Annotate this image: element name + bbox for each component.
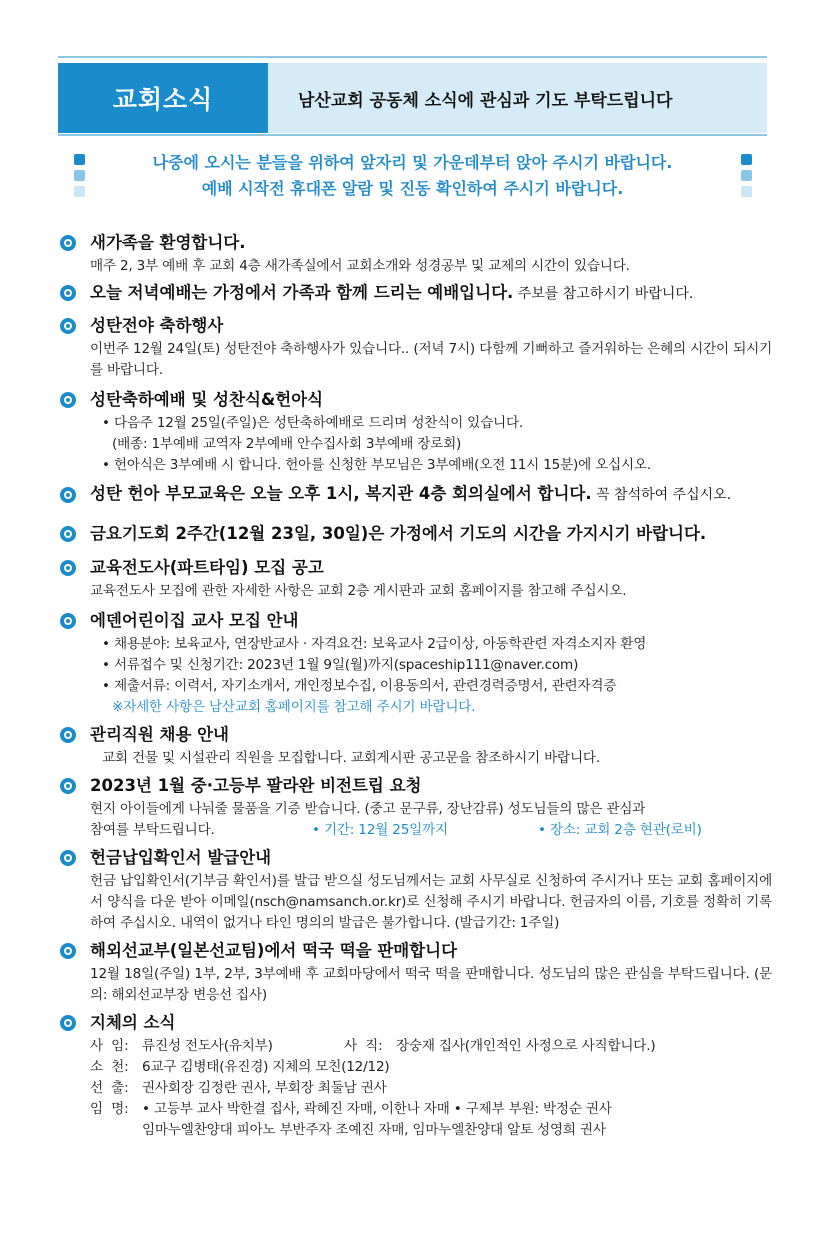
notice-box [58, 146, 767, 206]
item-title: 성탄 헌아 부모교육은 오늘 오후 1시, 복지관 4층 회의실에서 합니다. 꼭 참석하여 주십시오. [90, 484, 732, 503]
bullet-icon [60, 778, 76, 794]
item-body: 매주 2, 3부 예배 후 교회 4층 새가족실에서 교회소개와 성경공부 및 교제의 시간이 있습니다. [90, 258, 630, 274]
item-title: 2023년 1월 중·고등부 팔라완 비전트립 요청 [90, 776, 422, 795]
header-bottom-rule [58, 134, 767, 136]
item-line: • 다음주 12월 25일(주일)은 성탄축하예배로 드리며 성찬식이 있습니다. [102, 415, 524, 431]
news-item [60, 1010, 772, 1141]
item-line: • 채용분야: 보육교사, 연장반교사 · 자격요건: 보육교사 2급이상, 아동학관련 자격소지자 환영 [102, 636, 647, 652]
bullet-icon [60, 727, 76, 743]
item-title: 해외선교부(일본선교팀)에서 떡국 떡을 판매합니다 [90, 941, 458, 960]
bullet-icon [60, 943, 76, 959]
item-note: ※자세한 사항은 남산교회 홈페이지를 참고해 주시기 바랍니다. [112, 699, 476, 715]
period-text: • 기간: 12월 25일까지 [312, 822, 448, 838]
item-title: 관리직원 채용 안내 [90, 725, 230, 744]
header-top-rule [58, 56, 767, 58]
item-body: 현지 아이들에게 나눠줄 물품을 기증 받습니다. (중고 문구류, 장난감류) 성도님들의 많은 관심과 [90, 801, 646, 817]
item-title: 헌금납입확인서 발급안내 [90, 848, 272, 867]
header-subtitle: 남산교회 공동체 소식에 관심과 기도 부탁드립니다 [298, 90, 673, 111]
news-item [60, 521, 772, 547]
item-title: 성탄전야 축하행사 [90, 316, 224, 335]
news-item [60, 387, 772, 476]
item-line: • 제출서류: 이력서, 자기소개서, 개인정보수집, 이용동의서, 관련경력증명서, 관련자격증 [102, 678, 617, 694]
bullet-icon [60, 1015, 76, 1031]
section-tab: 교회소식 [58, 63, 268, 133]
item-body: 교육전도사 모집에 관한 자세한 사항은 교회 2층 게시판과 교회 홈페이지를 참고해 주십시오. [90, 583, 627, 599]
news-item [60, 313, 772, 381]
news-item [60, 722, 772, 769]
bullet-icon [60, 560, 76, 576]
item-title: 지체의 소식 [90, 1013, 176, 1032]
page-header [58, 63, 767, 133]
news-list [60, 230, 772, 1141]
item-title: 에덴어린이집 교사 모집 안내 [90, 611, 299, 630]
place-text: • 장소: 교회 2층 현관(로비) [538, 822, 702, 838]
news-item [60, 938, 772, 1006]
item-body: 헌금 납입확인서(기부금 확인서)를 발급 받으실 성도님께서는 교회 사무실로 신청하여 주시거나 또는 교회 홈페이지에서 양식을 다운 받아 이메일(nsch@namsanch.or.kr)로 신청해 주시기 바랍니다. 헌금자의 이름, 기호를 정확히 기록하여 주십시오. 내역이 없거나 타인 명의의 발급은 불가합니다. (발급기간: 1주일) [90, 873, 772, 931]
bullet-icon [60, 487, 76, 503]
member-row: 사 임: 류진성 전도사(유치부) 사 직: 장숭재 집사(개인적인 사정으로 사직합니다.) [90, 1038, 656, 1054]
bullet-icon [60, 850, 76, 866]
bullet-icon [60, 526, 76, 542]
news-item [60, 608, 772, 718]
item-title: 교육전도사(파트타임) 모집 공고 [90, 558, 324, 577]
news-item [60, 773, 772, 841]
news-item [60, 280, 772, 307]
news-item [60, 230, 772, 277]
item-body: 12월 18일(주일) 1부, 2부, 3부예배 후 교회마당에서 떡국 떡을 판매합니다. 성도님의 많은 관심을 부탁드립니다. (문의: 해외선교부장 변응선 집사) [90, 966, 772, 1003]
member-row: 임마누엘찬양대 피아노 부반주자 조예진 자매, 임마누엘찬양대 알토 성영희 권사 [142, 1122, 606, 1138]
item-body: 교회 건물 및 시설관리 직원을 모집합니다. 교회게시판 공고문을 참조하시기 바랍니다. [102, 750, 600, 766]
news-item [60, 845, 772, 934]
item-title: 금요기도회 2주간(12월 23일, 30일)은 가정에서 기도의 시간을 가지시기 바랍니다. [90, 524, 707, 543]
item-title: 새가족을 환영합니다. [90, 233, 246, 252]
item-title: 오늘 저녁예배는 가정에서 가족과 함께 드리는 예배입니다. 주보를 참고하시기 바랍니다. [90, 283, 694, 302]
news-item [60, 555, 772, 602]
item-line: • 헌아식은 3부예배 시 합니다. 헌아를 신청한 부모님은 3부예배(오전 11시 15분)에 오십시오. [102, 457, 652, 473]
member-row: 소 천: 6교구 김병태(유진경) 지체의 모친(12/12) [90, 1059, 390, 1075]
item-body: 이번주 12월 24일(토) 성탄전야 축하행사가 있습니다.. (저녁 7시) 다함께 기뻐하고 즐거워하는 은혜의 시간이 되시기를 바랍니다. [90, 341, 772, 378]
bullet-icon [60, 235, 76, 251]
bullet-icon [60, 318, 76, 334]
item-line: (배종: 1부예배 교역자 2부예배 안수집사회 3부예배 장로회) [112, 436, 462, 452]
item-title: 성탄축하예배 및 성찬식&헌아식 [90, 390, 324, 409]
bullet-icon [60, 613, 76, 629]
item-body: 참여를 부탁드립니다. • 기간: 12월 25일까지 • 장소: 교회 2층 현관(로비) [90, 820, 772, 841]
bullet-icon [60, 285, 76, 301]
bullet-icon [60, 392, 76, 408]
member-row: 임 명: • 고등부 교사 박한결 집사, 곽혜진 자매, 이한나 자매 • 구제부 부원: 박정순 권사 [90, 1101, 612, 1117]
item-line: • 서류접수 및 신청기간: 2023년 1월 9일(월)까지(spaceship111@naver.com) [102, 657, 579, 673]
notice-line-2: 예배 시작전 휴대폰 알람 및 진동 확인하여 주시기 바랍니다. [201, 179, 624, 198]
news-item [60, 482, 772, 507]
notice-line-1: 나중에 오시는 분들을 위하여 앞자리 및 가운데부터 앉아 주시기 바랍니다. [152, 153, 673, 172]
member-row: 선 출: 권사회장 김정란 권사, 부회장 최둘남 권사 [90, 1080, 387, 1096]
